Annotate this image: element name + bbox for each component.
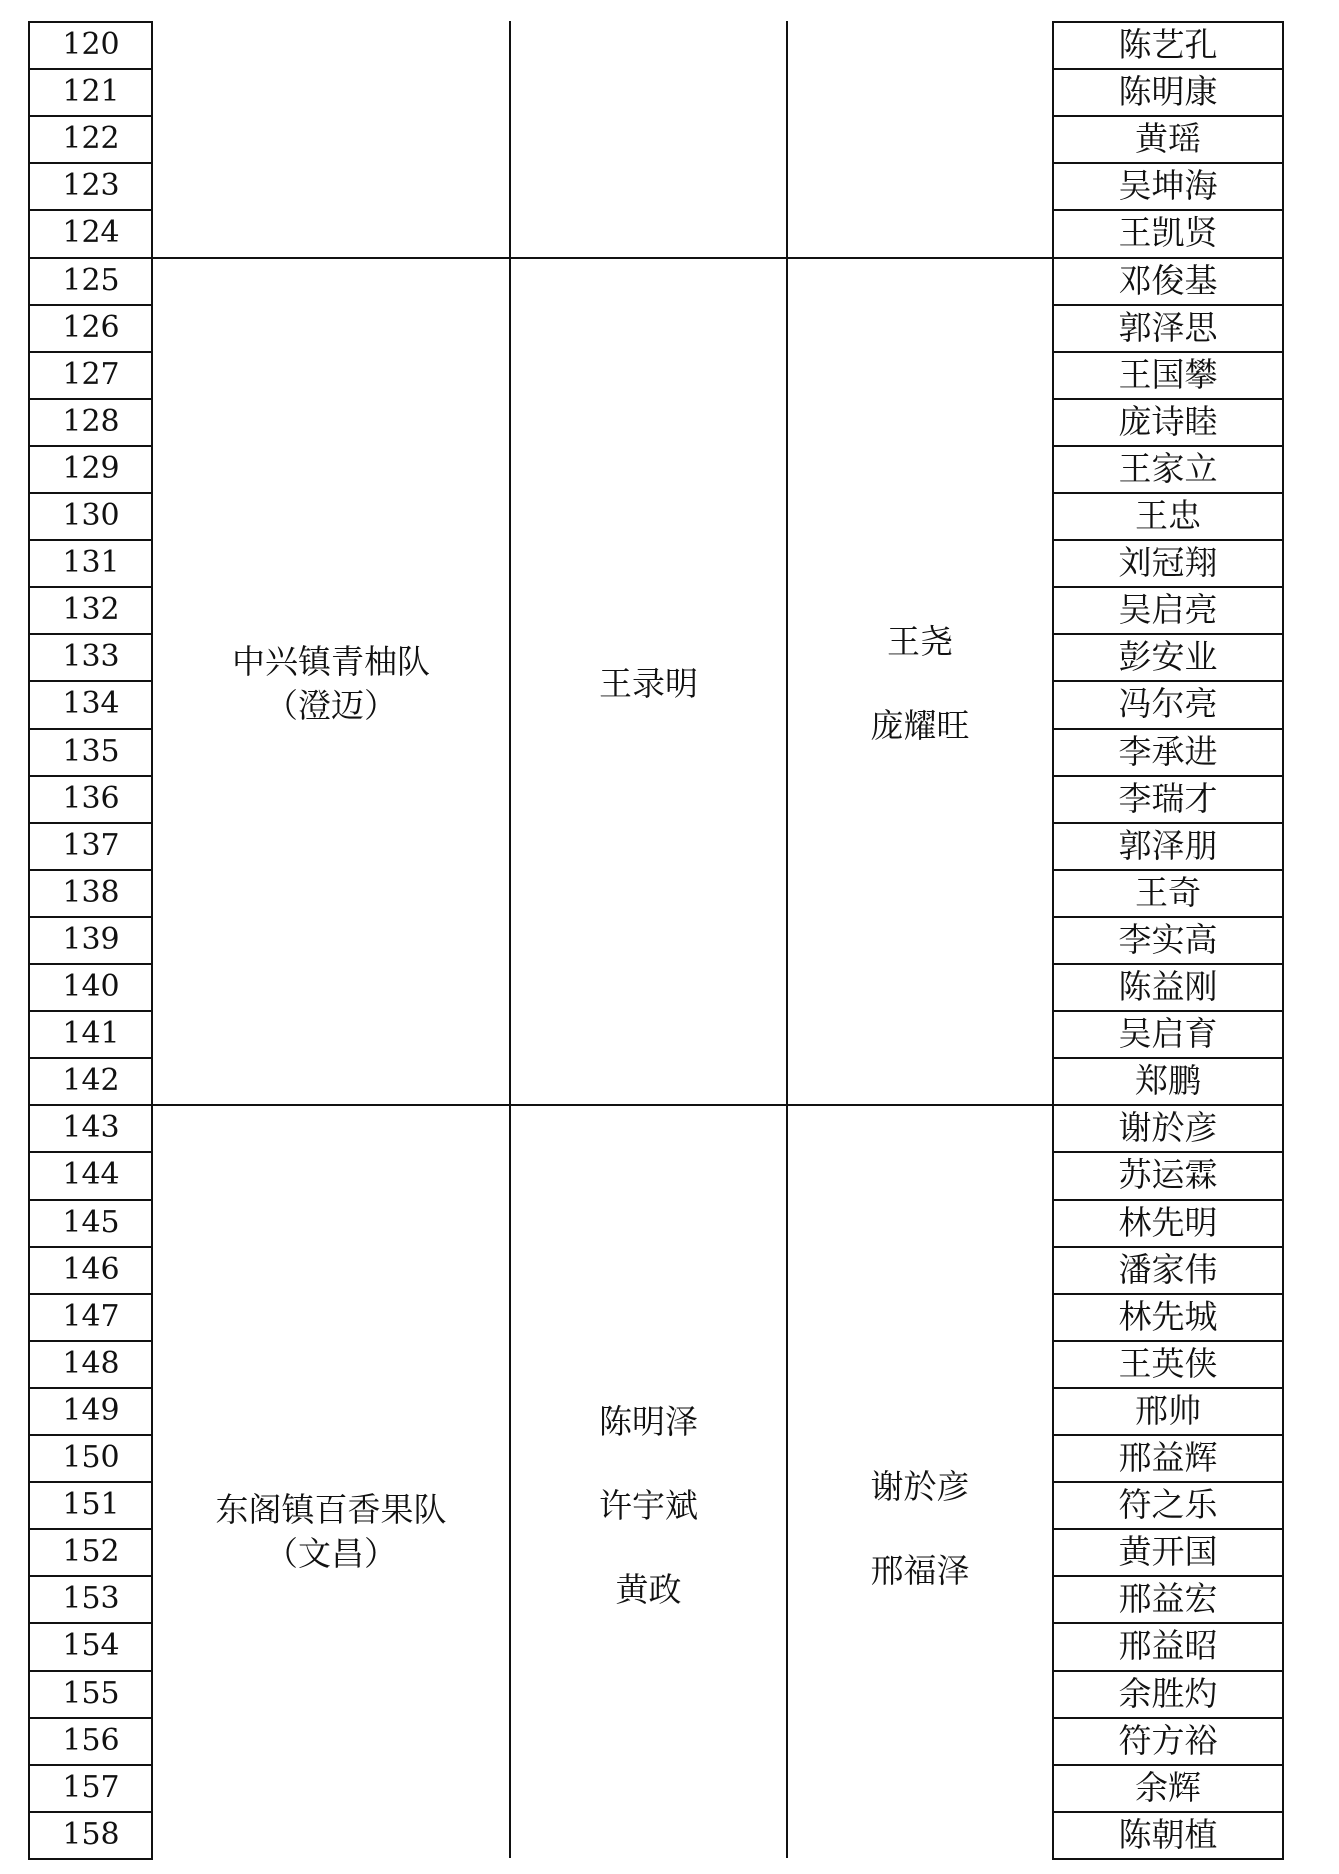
- member-name: 彭安业: [1118, 637, 1218, 676]
- member-name: 邢益辉: [1118, 1438, 1218, 1477]
- row-number: 155: [62, 1676, 120, 1711]
- member-name: 王凯贤: [1118, 213, 1218, 252]
- member-name: 黄开国: [1118, 1532, 1218, 1571]
- member-name: 黄瑶: [1135, 119, 1201, 158]
- row-number: 130: [62, 498, 120, 533]
- row-number: 144: [62, 1157, 120, 1192]
- row-number: 134: [62, 686, 120, 721]
- row-number: 150: [62, 1440, 120, 1475]
- row-number: 125: [62, 263, 120, 298]
- member-name: 王忠: [1135, 496, 1201, 535]
- row-border: [28, 1858, 153, 1860]
- member-name: 谢於彦: [1118, 1108, 1218, 1147]
- coach-name: 庞耀旺: [870, 706, 970, 745]
- row-number: 126: [62, 310, 120, 345]
- row-number: 158: [62, 1817, 120, 1852]
- coach-name: 邢福泽: [870, 1551, 970, 1590]
- member-name: 邢益昭: [1118, 1626, 1218, 1665]
- member-name: 余辉: [1135, 1768, 1201, 1807]
- member-name: 吴启亮: [1118, 590, 1218, 629]
- member-name: 王家立: [1118, 449, 1218, 488]
- leader-name: 王录明: [599, 664, 698, 703]
- row-number: 132: [62, 592, 120, 627]
- member-name: 吴坤海: [1118, 166, 1218, 205]
- member-name: 邢帅: [1135, 1391, 1201, 1430]
- group-border: [151, 1104, 1054, 1106]
- coach-cell-dongge: [787, 1445, 1053, 1613]
- member-name: 林先城: [1118, 1297, 1218, 1336]
- member-name: 邓俊基: [1118, 261, 1218, 300]
- member-name: 符方裕: [1118, 1721, 1218, 1760]
- row-number: 131: [62, 545, 120, 580]
- row-number: 141: [62, 1016, 120, 1051]
- member-name: 符之乐: [1118, 1485, 1218, 1524]
- row-number: 149: [62, 1393, 120, 1428]
- row-number: 154: [62, 1628, 120, 1663]
- team-region: （澄迈）: [265, 686, 397, 725]
- group-border: [151, 257, 1054, 259]
- row-number: 153: [62, 1581, 120, 1616]
- row-number: 156: [62, 1723, 120, 1758]
- member-name: 林先明: [1118, 1203, 1218, 1242]
- member-name: 王国攀: [1118, 355, 1218, 394]
- row-number: 145: [62, 1205, 120, 1240]
- row-number: 122: [62, 121, 120, 156]
- coach-cell-zhongxing: [787, 600, 1053, 768]
- row-number: 128: [62, 404, 120, 439]
- member-name: 陈益刚: [1118, 967, 1218, 1006]
- row-number: 135: [62, 734, 120, 769]
- row-number: 151: [62, 1487, 120, 1522]
- row-number: 127: [62, 357, 120, 392]
- member-name: 苏运霖: [1118, 1155, 1218, 1194]
- coach-name: 王尧: [887, 622, 953, 661]
- member-name: 郑鹏: [1135, 1061, 1201, 1100]
- team-name-line1: 东阁镇百香果队: [215, 1490, 447, 1529]
- member-name: 郭泽朋: [1118, 826, 1218, 865]
- member-name: 王奇: [1135, 873, 1201, 912]
- row-number: 146: [62, 1252, 120, 1287]
- team-region: （文昌）: [265, 1534, 397, 1573]
- row-number: 152: [62, 1534, 120, 1569]
- member-name: 王英侠: [1118, 1344, 1218, 1383]
- member-name: 郭泽思: [1118, 308, 1218, 347]
- row-border: [1052, 1858, 1284, 1860]
- team-name-line1: 中兴镇青柚队: [232, 642, 430, 681]
- team-name-dongge: [152, 1488, 510, 1576]
- row-number: 133: [62, 639, 120, 674]
- row-number: 140: [62, 969, 120, 1004]
- row-number: 121: [62, 74, 120, 109]
- row-number: 147: [62, 1299, 120, 1334]
- member-name: 李实高: [1118, 920, 1218, 959]
- member-name: 邢益宏: [1118, 1579, 1218, 1618]
- coach-name: 谢於彦: [870, 1467, 970, 1506]
- row-number: 124: [62, 215, 120, 250]
- row-number: 123: [62, 168, 120, 203]
- row-number: 143: [62, 1110, 120, 1145]
- member-name: 吴启育: [1118, 1014, 1218, 1053]
- row-number: 157: [62, 1770, 120, 1805]
- leader-cell-zhongxing: [510, 642, 787, 726]
- member-name: 陈朝植: [1118, 1815, 1218, 1854]
- member-name: 冯尔亮: [1118, 684, 1218, 723]
- row-number: 136: [62, 781, 120, 816]
- member-name: 李承进: [1118, 732, 1218, 771]
- member-name: 陈艺孔: [1118, 25, 1218, 64]
- team-name-zhongxing: [152, 640, 510, 728]
- leader-name: 黄政: [615, 1570, 682, 1609]
- row-number: 120: [62, 27, 120, 62]
- member-name: 李瑞才: [1118, 779, 1218, 818]
- row-number: 129: [62, 451, 120, 486]
- member-name: 庞诗睦: [1118, 402, 1218, 441]
- member-name: 陈明康: [1118, 72, 1218, 111]
- leader-name: 陈明泽: [599, 1402, 698, 1441]
- row-number: 148: [62, 1346, 120, 1381]
- row-number: 138: [62, 875, 120, 910]
- leader-name: 许宇斌: [599, 1486, 698, 1525]
- row-number: 137: [62, 828, 120, 863]
- row-number: 139: [62, 922, 120, 957]
- leader-cell-dongge: [510, 1380, 787, 1632]
- member-name: 余胜灼: [1118, 1674, 1218, 1713]
- member-name: 刘冠翔: [1118, 543, 1218, 582]
- member-name: 潘家伟: [1118, 1250, 1218, 1289]
- row-number: 142: [62, 1063, 120, 1098]
